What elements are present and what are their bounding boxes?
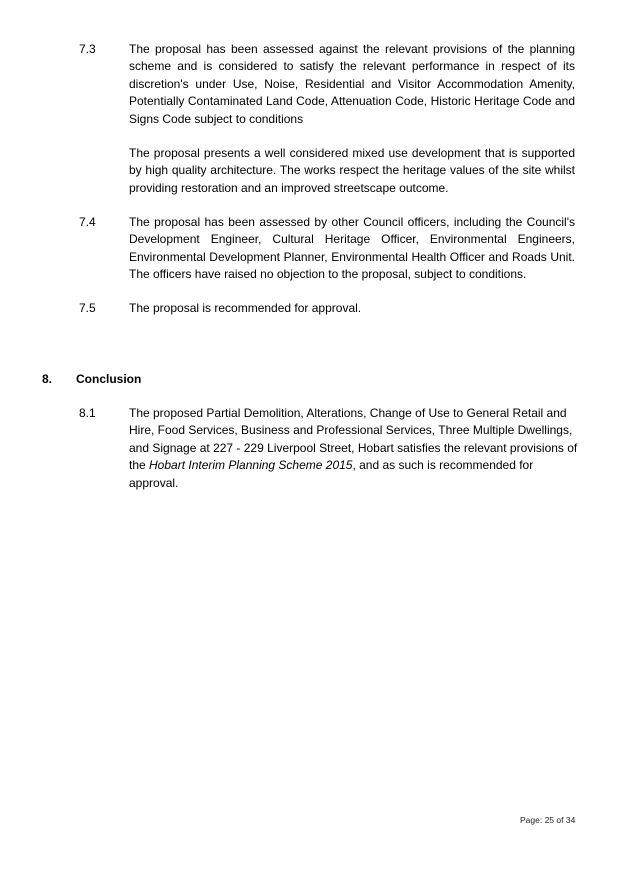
item-8-1-text-after: , and as such is recommended for approval. [129,458,534,490]
item-number-7-4: 7.4 [79,215,96,229]
item-8-1-paragraph [129,405,579,492]
item-7-5-paragraph: The proposal is recommended for approval. [129,301,362,315]
section-8-title: Conclusion [76,372,142,386]
item-7-3-paragraph-2: The proposal presents a well considered mixed use development that is supported by high quality architecture. The works respect the heritage values of the site whilst providing restoration and an improved streetscape outcome. [129,146,575,195]
item-number-7-5: 7.5 [79,301,96,315]
planning-scheme-title: Hobart Interim Planning Scheme 2015 [149,458,353,473]
item-number-7-3: 7.3 [79,42,96,56]
section-8-number: 8. [42,372,53,386]
item-number-8-1: 8.1 [79,406,96,420]
item-7-4-paragraph: The proposal has been assessed by other Council officers, including the Council's Development Engineer, Cultural Heritage Officer, Environmental Engineers, Environmental Development Planner, Environmental Health Officer and Roads Unit. The officers have raised no objection to the proposal, subject to conditions. [129,215,575,282]
page-number: Page: 25 of 34 [520,815,576,825]
item-8-1-text-before: The proposed Partial Demolition, Alterations, Change of Use to General Retail and Hire, Food Services, Business and Professional Services, Three Multiple Dwellings, and Signage at 227 - 229 Liverpool Street, Hobart satisfies the relevant provisions of the [129,406,578,473]
item-7-3-paragraph-1: The proposal has been assessed against the relevant provisions of the planning scheme and is considered to satisfy the relevant performance in respect of its discretion's under Use, Noise, Residential and Visitor Accommodation Amenity, Potentially Contaminated Land Code, Attenuation Code, Historic Heritage Code and Signs Code subject to conditions [129,42,575,126]
